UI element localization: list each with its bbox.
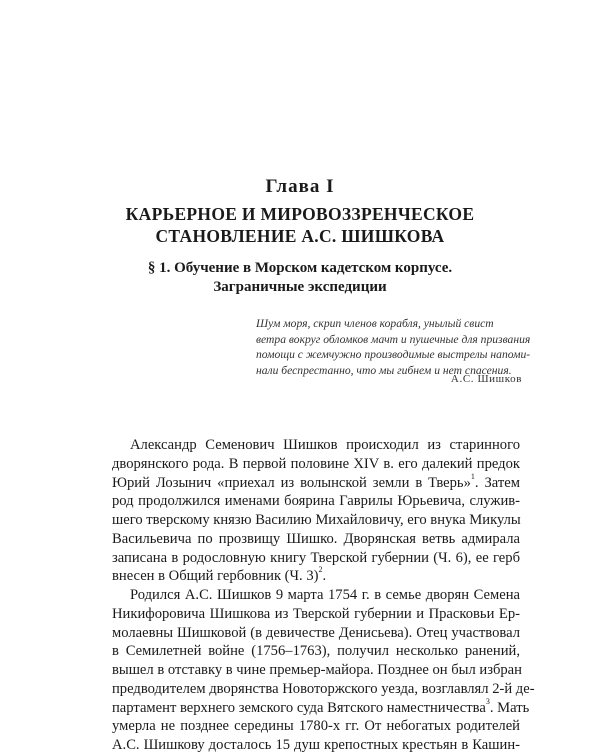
paragraph-line: умерла не позднее середины 1780-х гг. От небогатых родителей: [112, 718, 520, 735]
footnote-marker: 2: [318, 565, 323, 575]
chapter-title-line-1: КАРЬЕРНОЕ И МИРОВОЗЗРЕНЧЕСКОЕ: [125, 204, 475, 224]
paragraph-line: Родился А.С. Шишков 9 марта 1754 г. в семье дворян Семена: [130, 587, 520, 603]
section-title-line-2: Заграничные экспедиции: [213, 279, 387, 295]
paragraph-line: [112, 471, 520, 493]
paragraph-line: в Семилетней войне (1756–1763), получил несколько ранений,: [112, 643, 520, 660]
chapter-title-line-2: СТАНОВЛЕНИЕ А.С. ШИШКОВА: [155, 226, 445, 246]
paragraph-line: Никифоровича Шишкова из Тверской губернии и Прасковьи Ер-: [112, 605, 520, 622]
paragraph-line: [112, 696, 530, 718]
footnote-marker: 1: [470, 471, 475, 481]
paragraph-line: вышел в отставку в чине премьер-майора. Позднее он был избран: [112, 662, 522, 678]
section-title: [0, 259, 600, 297]
epigraph-line: нали беспрестанно, что мы гибнем и нет спасения.: [256, 363, 512, 377]
paragraph-line: Александр Семенович Шишков происходил из старинного: [130, 437, 520, 453]
line-text: партамент верхнего земского суда Вятского наместничества: [112, 699, 486, 716]
paragraph-line: [112, 567, 520, 586]
line-text-tail: . Мать: [489, 699, 530, 716]
epigraph: [256, 316, 531, 378]
paragraph-line: Васильевича по прозвищу Шишко. Дворянская ветвь адмирала: [112, 530, 520, 547]
body-text: [112, 436, 535, 755]
paragraph-line: род продолжился именами боярина Гаврилы Юрьевича, служив-: [112, 493, 520, 510]
paragraph-line: предводителем дворянства Новоторжского уезда, возглавлял 2-й де-: [112, 680, 535, 697]
paragraph-line: А.С. Шишкову досталось 15 душ крепостных крестьян в Кашин-: [112, 737, 520, 753]
epigraph-line: Шум моря, скрип членов корабля, унылый свист: [256, 317, 494, 330]
footnote-marker: 3: [485, 696, 490, 706]
paragraph-line: молаевны Шишковой (в девичестве Денисьева). Отец участвовал: [112, 624, 520, 641]
line-text: внесен в Общий гербовник (Ч. 3): [112, 568, 319, 585]
line-text-tail: . Затем: [474, 474, 520, 491]
line-text-tail: .: [322, 568, 327, 585]
epigraph-line: помощи с жемчужно производимые выстрелы напоми-: [256, 348, 531, 361]
paragraph-line: записана в родословную книгу Тверской губернии (Ч. 6), ее герб: [112, 549, 520, 566]
section-title-line-1: § 1. Обучение в Морском кадетском корпусе.: [147, 260, 453, 276]
line-text: Юрий Лозынич «приехал из волынской земли в Тверь»: [112, 474, 471, 491]
epigraph-author: А.С. Шишков: [450, 373, 522, 385]
epigraph-line: ветра вокруг обломков мачт и пушечные для призвания: [256, 332, 531, 346]
paragraph-line: дворянского рода. В первой половине XIV в. его далекий предок: [112, 455, 520, 472]
chapter-title: [0, 203, 600, 247]
paragraph-line: шего тверскому князю Василию Михайловичу, его внука Микулы: [112, 512, 521, 528]
chapter-label: Глава I: [265, 176, 335, 197]
